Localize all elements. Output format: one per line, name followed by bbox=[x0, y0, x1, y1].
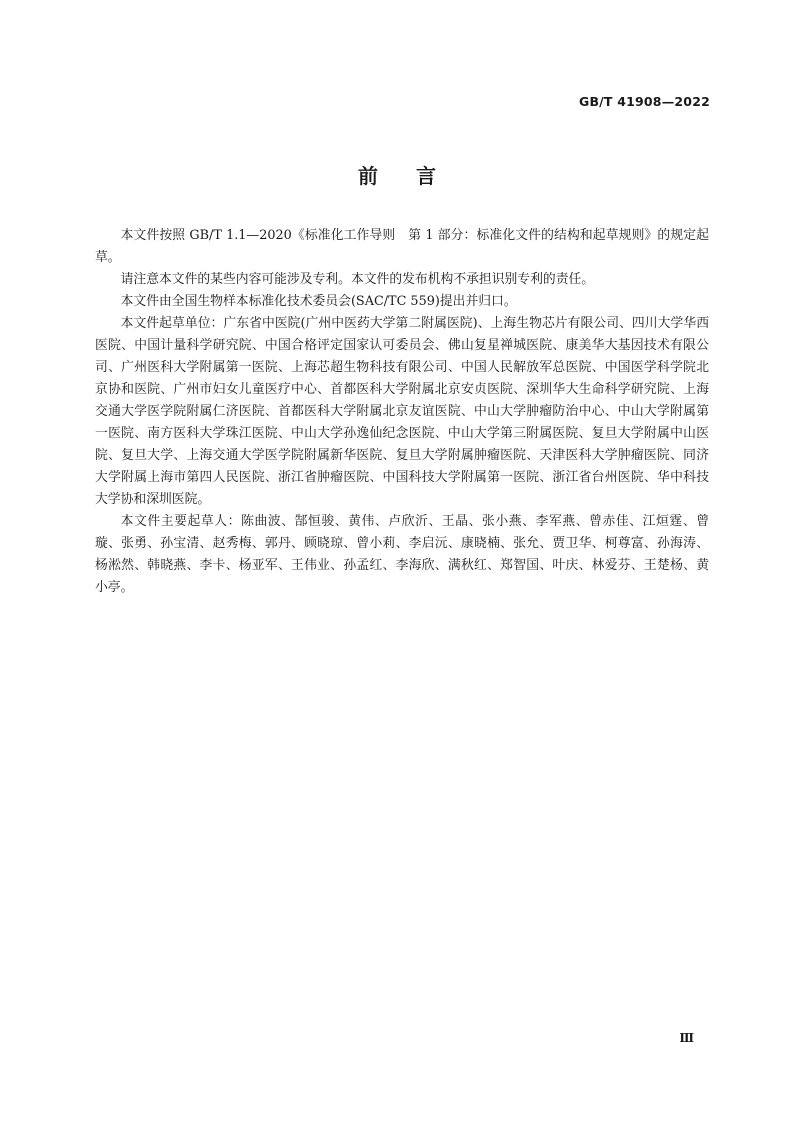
document-body bbox=[95, 225, 709, 599]
paragraph-drafting-units: 本文件起草单位：广东省中医院(广州中医药大学第二附属医院)、上海生物芯片有限公司、四川大学华西医院、中国计量科学研究院、中国合格评定国家认可委员会、佛山复星禅城医院、康美华大基因技术有限公司、广州医科大学附属第一医院、上海芯超生物科技有限公司、中国人民解放军总医院、中国医学科学院北京协和医院、广州市妇女儿童医疗中心、首都医科大学附属北京安贞医院、深圳华大生命科学研究院、上海交通大学医学院附属仁济医院、首都医科大学附属北京友谊医院、中山大学肿瘤防治中心、中山大学附属第一医院、南方医科大学珠江医院、中山大学孙逸仙纪念医院、中山大学第三附属医院、复旦大学附属中山医院、复旦大学、上海交通大学医学院附属新华医院、复旦大学附属肿瘤医院、天津医科大学肿瘤医院、同济大学附属上海市第四人民医院、浙江省肿瘤医院、中国科技大学附属第一医院、浙江省台州医院、华中科技大学协和深圳医院。 bbox=[95, 316, 709, 507]
paragraph-drafting-rules: 本文件按照 GB/T 1.1—2020《标准化工作导则 第 1 部分：标准化文件的结构和起草规则》的规定起草。 bbox=[95, 228, 709, 265]
paragraph-committee: 本文件由全国生物样本标准化技术委员会(SAC/TC 559)提出并归口。 bbox=[120, 294, 517, 309]
paragraph-drafters: 本文件主要起草人：陈曲波、郜恒骏、黄伟、卢欣沂、王晶、张小燕、李军燕、曾赤佳、江烜霆、曾璇、张勇、孙宝清、赵秀梅、郭丹、顾晓琼、曾小莉、李启沅、康晓楠、张允、贾卫华、柯尊富、孙海涛、杨淞然、韩晓燕、李卡、杨亚军、王伟业、孙孟红、李海欣、满秋红、郑智国、叶庆、林爱芬、王楚杨、黄小亭。 bbox=[95, 514, 709, 595]
paragraph-patent-notice: 请注意本文件的某些内容可能涉及专利。本文件的发布机构不承担识别专利的责任。 bbox=[120, 272, 595, 287]
standard-code: GB/T 41908—2022 bbox=[578, 94, 710, 109]
page-title: 前言 bbox=[358, 164, 474, 188]
page-number: Ⅲ bbox=[679, 1031, 694, 1045]
